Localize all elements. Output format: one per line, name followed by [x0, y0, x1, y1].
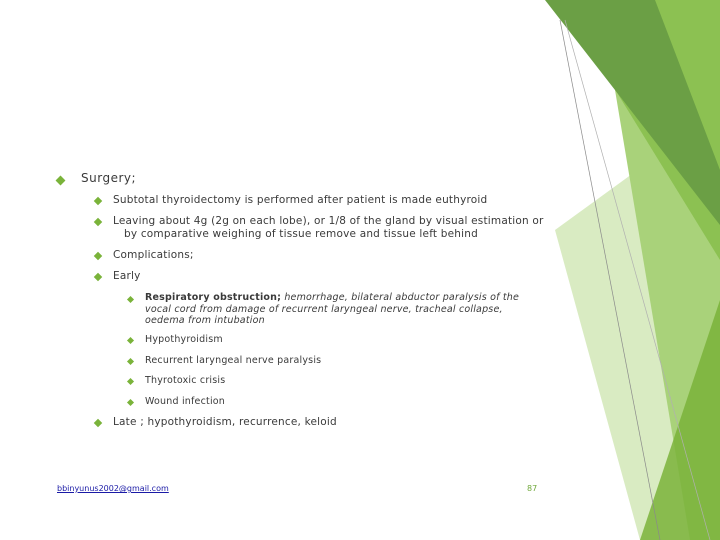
item-leaving-line1: Leaving about 4g (2g on each lobe), or 1/8 of the gland by visual estimation or — [113, 215, 544, 227]
item-leaving-line2: by comparative weighing of tissue remove and tissue left behind — [124, 228, 478, 240]
item-respiratory-line1 — [145, 292, 519, 303]
item-recurrent-nerve: Recurrent laryngeal nerve paralysis — [145, 355, 322, 366]
item-late: Late ; hypothyroidism, recurrence, keloid — [113, 416, 337, 428]
item-respiratory-line2: vocal cord from damage of recurrent laryngeal nerve, tracheal collapse, — [145, 304, 503, 315]
heading-surgery: Surgery; — [81, 171, 137, 185]
respiratory-detail-1: hemorrhage, bilateral abductor paralysis of the — [281, 292, 520, 303]
item-subtotal: Subtotal thyroidectomy is performed after patient is made euthyroid — [113, 194, 488, 206]
item-respiratory-line3: oedema from intubation — [145, 315, 265, 326]
footer-email-link[interactable]: bbinyunus2002@gmail.com — [57, 484, 169, 493]
page-number: 87 — [527, 484, 538, 493]
item-complications: Complications; — [113, 249, 194, 261]
respiratory-label: Respiratory obstruction; — [145, 292, 282, 303]
item-wound-infection: Wound infection — [145, 396, 226, 407]
item-hypothyroidism: Hypothyroidism — [145, 334, 223, 345]
item-early: Early — [113, 270, 141, 282]
item-thyrotoxic: Thyrotoxic crisis — [145, 375, 226, 386]
